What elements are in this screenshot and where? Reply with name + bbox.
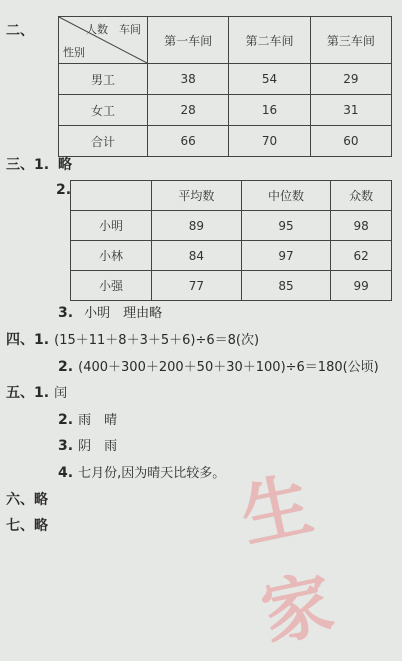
section-4-q2-number: 2.	[58, 359, 74, 375]
row-header: 女工	[59, 95, 148, 126]
section-2-label: 二、	[6, 23, 34, 39]
table-cell: 31	[310, 95, 391, 126]
table-cell: 16	[229, 95, 310, 126]
corner-header-top: 人数 车间	[86, 23, 141, 36]
table-cell: 28	[148, 95, 229, 126]
stats-table	[70, 180, 392, 301]
table-cell: 99	[331, 271, 392, 301]
table-row	[71, 241, 392, 271]
section-7-answer: 略	[34, 518, 48, 534]
table-cell: 38	[148, 64, 229, 95]
column-header: 中位数	[241, 181, 331, 211]
row-header: 小林	[71, 241, 152, 271]
table-cell: 89	[152, 211, 242, 241]
section-5-q4-answer: 七月份,因为晴天比较多。	[78, 466, 226, 481]
corner-header-bottom: 性别	[63, 46, 85, 59]
section-5-q4	[58, 462, 225, 481]
section-3-q1-answer: 略	[57, 157, 72, 173]
section-5-q4-number: 4.	[58, 465, 74, 481]
section-5-q3-number: 3.	[58, 438, 74, 454]
section-5-q2-number: 2.	[58, 412, 74, 428]
row-header: 男工	[59, 64, 148, 95]
section-4-q1	[6, 329, 259, 349]
section-4-label: 四、1.	[6, 332, 50, 348]
section-3-q3	[58, 302, 162, 321]
table-row	[71, 211, 392, 241]
section-4-q2	[58, 356, 379, 375]
blank-header-cell	[71, 181, 152, 211]
table-cell: 77	[152, 271, 242, 301]
section-5-q2-answer: 雨 晴	[78, 413, 118, 428]
section-7-label: 七、	[6, 518, 34, 534]
section-7	[6, 515, 48, 535]
table-row	[59, 64, 392, 95]
table-cell: 84	[152, 241, 242, 271]
section-5-q1-answer: 闰	[54, 386, 68, 401]
section-6-label: 六、	[6, 492, 34, 508]
row-header: 合计	[59, 126, 148, 157]
table-cell: 98	[331, 211, 392, 241]
section-3-label	[6, 154, 72, 174]
table-cell: 29	[310, 64, 391, 95]
section-4-q1-answer: (15＋11＋8＋3＋5＋6)÷6＝8(次)	[54, 333, 260, 348]
table-cell: 70	[229, 126, 310, 157]
table-row	[59, 126, 392, 157]
column-header: 第一车间	[148, 17, 229, 64]
section-5-label: 五、1.	[6, 385, 50, 401]
row-header: 小明	[71, 211, 152, 241]
section-5-q1	[6, 382, 67, 402]
q3-number: 3.	[58, 305, 74, 321]
table-cell: 66	[148, 126, 229, 157]
table-cell: 60	[310, 126, 391, 157]
column-header: 第二车间	[229, 17, 310, 64]
column-header: 第三车间	[310, 17, 391, 64]
section-5-q3	[58, 435, 117, 454]
table-row	[59, 95, 392, 126]
corner-cell	[59, 17, 148, 64]
workshop-table	[58, 16, 392, 157]
section-3-q2-label: 2.	[56, 182, 72, 198]
section-5-q3-answer: 阴 雨	[78, 439, 118, 454]
watermark-stamp: 生 家	[233, 447, 388, 657]
column-header: 平均数	[152, 181, 242, 211]
table-row	[71, 181, 392, 211]
table-cell: 85	[241, 271, 331, 301]
table-cell: 54	[229, 64, 310, 95]
table-cell: 62	[331, 241, 392, 271]
column-header: 众数	[331, 181, 392, 211]
q3-answer: 小明 理由略	[84, 306, 163, 321]
section-5-q2	[58, 409, 117, 428]
section-3-number: 三、1.	[6, 157, 50, 173]
table-cell: 97	[241, 241, 331, 271]
table-row	[71, 271, 392, 301]
table-cell: 95	[241, 211, 331, 241]
section-6	[6, 489, 48, 509]
section-4-q2-answer: (400＋300＋200＋50＋30＋100)÷6＝180(公顷)	[78, 360, 379, 375]
section-6-answer: 略	[34, 492, 48, 508]
row-header: 小强	[71, 271, 152, 301]
